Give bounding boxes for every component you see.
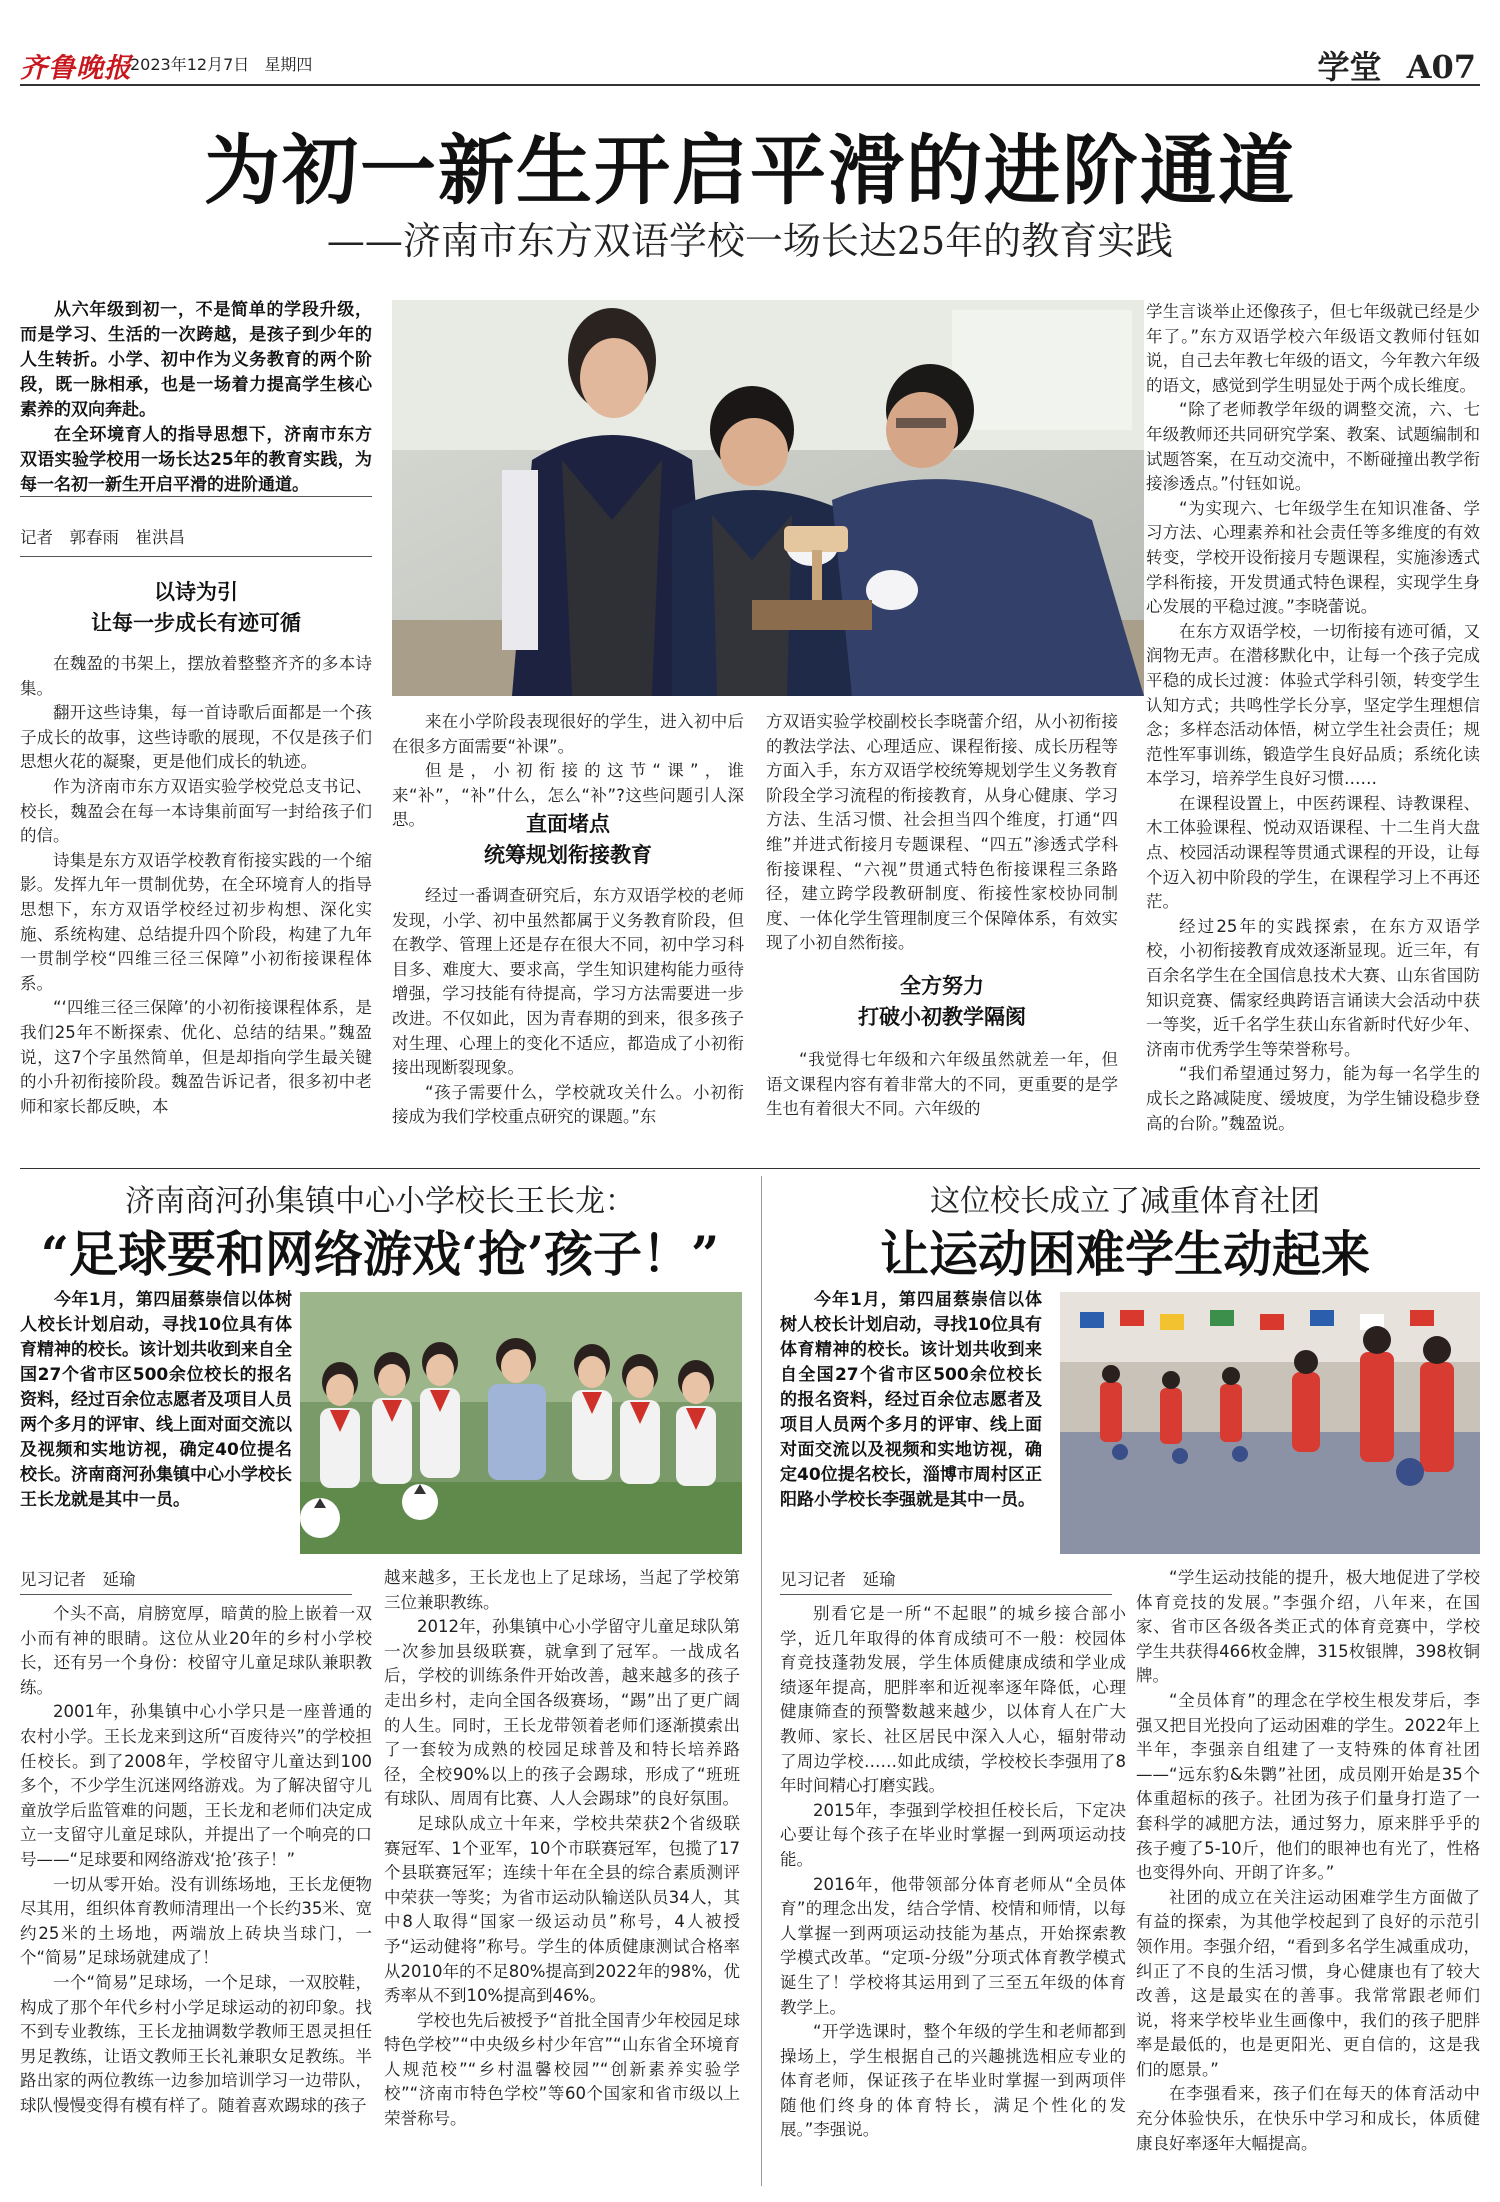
byline-divider — [20, 556, 372, 557]
paragraph: 2001年，孙集镇中心小学只是一座普通的农村小学。王长龙来到这所“百废待兴”的学校担任校长。到了2008年，学校留守儿童达到100多个，不少学生沉迷网络游戏。为了解决留守儿童放学后监管难的问题，王长龙和老师们决定成立一支留守儿童足球队，并提出了一个响亮的口号——“足球要和网络游戏‘抢’孩子！” — [20, 1702, 372, 1869]
paragraph: 足球队成立十年来，学校共荣获2个省级联赛冠军、1个亚军，10个市联赛冠军，包揽了17个县联赛冠军；连续十年在全县的综合素质测评中荣获一等奖；为省市运动队输送队员34人，其中8人取得“国家一级运动员”称号，4人被授予“运动健将”称号。学生的体质健康测试合格率从2010年的不足80%提高到2022年的98%，优秀率从不到10%提高到46%。 — [384, 1813, 740, 2006]
paragraph: “‘四维三径三保障’的小初衔接课程体系，是我们25年不断探索、优化、总结的结果。”魏盈说，这7个字虽然简单，但是却指向学生最关键的小升初衔接阶段。魏盈告诉记者，很多初中老师和家长都反映，本 — [20, 998, 372, 1116]
page-section-label — [1317, 42, 1476, 88]
paragraph: 2015年，李强到学校担任校长后，下定决心要让每个孩子在毕业时掌握一到两项运动技能。 — [780, 1800, 1126, 1869]
right-byline-divider — [780, 1594, 1112, 1595]
paragraph: 经过一番调查研究后，东方双语学校的老师发现，小学、初中虽然都属于义务教育阶段，但在教学、管理上还是存在很大不同，初中学习科目多、难度大、要求高，学生知识建构能力亟待增强，学习技能有待提高，学习方法需要进一步改进。不仅如此，因为青春期的到来，很多孩子对生理、心理上的变化不适应，都造成了小初衔接出现断裂现象。 — [392, 886, 744, 1078]
left-story-column-2 — [384, 1566, 740, 2192]
paragraph: “我们希望通过努力，能为每一名学生的成长之路减陡度、缓坡度，为学生铺设稳步登高的台阶。”魏盈说。 — [1146, 1064, 1480, 1133]
paragraph: “除了老师教学年级的调整交流，六、七年级教师还共同研究学案、教案、试题编制和试题答案，在互动交流中，不断碰撞出教学衔接渗透点。”付钰如说。 — [1146, 400, 1480, 494]
main-subhead: ——济南市东方双语学校一场长达25年的教育实践 — [326, 219, 1174, 263]
section-title-line: 直面堵点 — [526, 811, 610, 836]
right-story-column-1 — [780, 1602, 1126, 2192]
paragraph: 来在小学阶段表现很好的学生，进入初中后在很多方面需要“补课”。 — [392, 712, 744, 756]
left-byline-divider — [20, 1594, 352, 1595]
main-column-3b — [766, 1048, 1118, 1160]
main-story-bottom-rule — [20, 1168, 1480, 1169]
paragraph: 在李强看来，孩子们在每天的体育活动中充分体验快乐，在快乐中学习和成长，体质健康良好率逐年大幅提高。 — [1136, 2084, 1480, 2153]
lede-divider — [20, 496, 372, 497]
paragraph: 学生言谈举止还像孩子，但七年级就已经是少年了。”东方双语学校六年级语文教师付钰如说，自己去年教七年级的语文，今年教六年级的语文，感觉到学生明显处于两个成长维度。 — [1146, 302, 1480, 395]
paragraph: 经过25年的实践探索，在东方双语学校，小初衔接教育成效逐渐显现。近三年，有百余名学生在全国信息技术大赛、山东省国防知识竞赛、儒家经典跨语言诵读大会活动中获一等奖，近千名学生获山东省新时代好少年、济南市优秀学生等荣誉称号。 — [1146, 916, 1480, 1059]
paragraph: “为实现六、七年级学生在知识准备、学习方法、心理素养和社会责任等多维度的有效转变，学校开设衔接月专题课程，实施渗透式学科衔接，开发贯通式特色课程，实现学生身心发展的平稳过渡。”李晓蕾说。 — [1146, 498, 1480, 617]
main-column-1 — [20, 652, 372, 1160]
paragraph: 作为济南市东方双语实验学校党总支书记、校长，魏盈会在每一本诗集前面写一封给孩子们的信。 — [20, 776, 372, 846]
paragraph: 2016年，他带领部分体育老师从“全员体育”的理念出发，结合学情、校情和师情，以每人掌握一到两项运动技能为基点，开始探索教学模式改革。“定项-分级”分项式体育教学模式诞生了！学校将其运用到了三至五年级的体育教学上。 — [780, 1874, 1126, 2017]
section-title-3 — [766, 970, 1118, 1032]
left-story-photo-principal-with-students — [300, 1292, 742, 1554]
lede-paragraph: 在全环境育人的指导思想下，济南市东方双语实验学校用一场长达25年的教育实践，为每一名初一新生开启平滑的进阶通道。 — [20, 425, 372, 495]
paragraph: “开学选课时，整个年级的学生和老师都到操场上，学生根据自己的兴趣挑选相应专业的体育老师，保证孩子在毕业时掌握一到两项伴随他们终身的体育特长，满足个性化的发展。”李强说。 — [780, 2022, 1126, 2140]
photo-illustration — [1060, 1292, 1480, 1554]
paragraph: “孩子需要什么，学校就攻关什么。小初衔接成为我们学校重点研究的课题。”东 — [392, 1082, 744, 1127]
story-column-divider — [761, 1176, 762, 2186]
section-title-line: 打破小初教学隔阂 — [858, 1004, 1026, 1029]
section-title-line: 统筹规划衔接教育 — [484, 842, 652, 867]
left-story-title: “足球要和网络游戏‘抢’孩子！” — [40, 1225, 720, 1283]
section-title-line: 全方努力 — [900, 973, 984, 998]
section-title-1 — [20, 576, 372, 638]
photo-illustration — [300, 1292, 742, 1554]
newspaper-logo: 齐鲁晚报 — [20, 53, 132, 84]
paragraph: 一个“简易”足球场，一个足球，一双胶鞋，构成了那个年代乡村小学足球运动的初印象。找不到专业教练，王长龙抽调数学教师王恩灵担任男足教练，让语文教师王长礼兼职女足教练。半路出家的两位教练一边参加培训学习一边带队，球队慢慢变得有模有样了。随着喜欢踢球的孩子 — [20, 1972, 372, 2115]
paragraph: “学生运动技能的提升，极大地促进了学校体育竞技的发展。”李强介绍，八年来，在国家、省市区各级各类正式的体育竞赛中，学校学生共获得466枚金牌，315枚银牌，398枚铜牌。 — [1136, 1568, 1480, 1686]
left-story-byline: 见习记者 延瑜 — [20, 1570, 136, 1589]
main-column-4 — [1146, 300, 1480, 1160]
paragraph: 越来越多，王长龙也上了足球场，当起了学校第三位兼职教练。 — [384, 1568, 740, 1612]
main-column-2b — [392, 884, 744, 1160]
issue-date — [130, 52, 312, 75]
paragraph: 在魏盈的书架上，摆放着整整齐齐的多本诗集。 — [20, 654, 372, 698]
paragraph: 诗集是东方双语学校教育衔接实践的一个缩影。发挥九年一贯制优势，在全环境育人的指导思想下，东方双语学校经过初步构想、深化实施、系统构建、总结提升四个阶段，构建了九年一贯制学校“四维三径三保障”小初衔接课程体系。 — [20, 850, 372, 993]
date-text: 2023年12月7日 — [130, 55, 250, 74]
main-column-3 — [766, 710, 1118, 953]
left-story-lede — [20, 1288, 292, 1552]
right-story-lede — [780, 1288, 1042, 1552]
paragraph: 一切从零开始。没有训练场地，王长龙便物尽其用，组织体育教师清理出一个长约35米、宽约25米的土场地，两端放上砖块当球门，一个“简易”足球场就建成了！ — [20, 1874, 372, 1968]
photo-illustration — [392, 300, 1144, 696]
lede-paragraph: 今年1月，第四届蔡崇信以体树人校长计划启动，寻找10位具有体育精神的校长。该计划共收到来自全国27个省市区500余位校长的报名资料，经过百余位志愿者及项目人员两个多月的评审、线上面对面交流以及视频和实地访视，确定40位提名校长，淄博市周村区正阳路小学校长李强就是其中一员。 — [780, 1290, 1042, 1510]
main-byline: 记者 郭春雨 崔洪昌 — [20, 528, 185, 547]
paragraph: 学校也先后被授予“首批全国青少年校园足球特色学校”“中央级乡村少年宫”“山东省全环境育人规范校”“乡村温馨校园”“创新素养实验学校”“济南市特色学校”等60个国家和省市级以上荣誉称号。 — [384, 2010, 740, 2129]
section-title-line: 让每一步成长有迹可循 — [91, 610, 301, 635]
paragraph: 个头不高，肩膀宽厚，暗黄的脸上嵌着一双小而有神的眼睛。这位从业20年的乡村小学校长，还有另一个身份：校留守儿童足球队兼职教练。 — [20, 1604, 372, 1697]
paragraph: 在课程设置上，中医药课程、诗教课程、木工体验课程、悦动双语课程、十二生肖大盘点、校园活动课程等贯通式课程的开设，让每个迈入初中阶段的学生，在课程学习上不再还茫。 — [1146, 793, 1480, 912]
section-title-2 — [392, 808, 744, 870]
page-number: A07 — [1406, 48, 1476, 86]
left-story-kicker: 济南商河孙集镇中心小学校长王长龙： — [125, 1184, 635, 1219]
weekday-text: 星期四 — [264, 55, 313, 74]
paragraph: “我觉得七年级和六年级虽然就差一年，但语文课程内容有着非常大的不同，更重要的是学生也有着很大不同。六年级的 — [766, 1050, 1118, 1119]
paragraph: 方双语实验学校副校长李晓蕾介绍，从小初衔接的教法学法、心理适应、课程衔接、成长历程等方面入手，东方双语学校统筹规划学生义务教育阶段全学习流程的衔接教育，从身心健康、学习方法、生活习惯、社会担当四个维度，打通“四维”并进式衔接月专题课程、“四五”渗透式学科衔接课程、“六视”贯通式特色衔接课程三条路径，建立跨学段教研制度、衔接性家校协同制度、一体化学生管理制度三个保障体系，有效实现了小初自然衔接。 — [766, 712, 1118, 953]
paragraph: 在东方双语学校，一切衔接有迹可循，又润物无声。在潜移默化中，让每一个孩子完成平稳的成长过渡：体验式学科引领，转变学生认知方式；共鸣性学长分享，坚定学生理想信念；多样态活动体悟，树立学生社会责任；规范性军事训练，锻造学生良好品质；系统化读本学习，培养学生良好习惯…… — [1146, 621, 1480, 789]
lede-paragraph: 今年1月，第四届蔡崇信以体树人校长计划启动，寻找10位具有体育精神的校长。该计划共收到来自全国27个省市区500余位校长的报名资料，经过百余位志愿者及项目人员两个多月的评审、线上面对面交流以及视频和实地访视，确定40位提名校长。济南商河孙集镇中心小学校长王长龙就是其中一员。 — [20, 1290, 292, 1510]
right-story-title: 让运动困难学生动起来 — [879, 1225, 1370, 1283]
section-title-line: 以诗为引 — [154, 579, 238, 604]
paragraph: 社团的成立在关注运动困难学生方面做了有益的探索，为其他学校起到了良好的示范引领作用。李强介绍，“看到多名学生减重成功，纠正了不良的生活习惯，身心健康也有了较大改善，这是最实在的善事。我常常跟老师们说，将来学校毕业生画像中，我们的孩子肥胖率是最低的，也是更阳光、更自信的，这是我们的愿景。” — [1136, 1887, 1480, 2079]
main-lede — [20, 298, 372, 495]
right-story-photo-gym-class — [1060, 1292, 1480, 1554]
paragraph: 翻开这些诗集，每一首诗歌后面都是一个孩子成长的故事，这些诗歌的展现，不仅是孩子们思想火花的凝聚，更是他们成长的轨迹。 — [20, 703, 372, 772]
right-story-column-2 — [1136, 1566, 1480, 2192]
paragraph: 别看它是一所“不起眼”的城乡接合部小学，近几年取得的体育成绩可不一般：校园体育竞技蓬勃发展，学生体质健康成绩和学业成绩逐年提高，肥胖率和近视率逐年降低，心理健康筛查的预警数越来越少，以体育人在广大教师、家长、社区居民中深入人心，辐射带动了周边学校……如此成绩，学校校长李强用了8年时间精心打磨实践。 — [780, 1604, 1126, 1796]
lede-paragraph: 从六年级到初一，不是简单的学段升级，而是学习、生活的一次跨越，是孩子到少年的人生转折。小学、初中作为义务教育的两个阶段，既一脉相承，也是一场着力提高学生核心素养的双向奔赴。 — [20, 300, 372, 420]
masthead-rule — [20, 84, 1480, 86]
paragraph: 但是，小初衔接的这节“课”，谁来“补”，“补”什么，怎么“补”?这些问题引人深思。 — [392, 761, 744, 830]
right-story-kicker: 这位校长成立了减重体育社团 — [930, 1184, 1320, 1219]
right-story-byline: 见习记者 延瑜 — [780, 1570, 896, 1589]
left-story-column-1 — [20, 1602, 372, 2192]
main-photo-woodworking-class — [392, 300, 1144, 696]
section-name: 学堂 — [1317, 48, 1382, 86]
paragraph: 2012年，孙集镇中心小学留守儿童足球队第一次参加县级联赛，就拿到了冠军。一战成名后，学校的训练条件开始改善，越来越多的孩子走出乡村，走向全国各级赛场，“踢”出了更广阔的人生。同时，王长龙带领着老师们逐渐摸索出了一套较为成熟的校园足球普及和特长培养路径，全校90%以上的孩子会踢球，形成了“班班有球队、周周有比赛、人人会踢球”的良好氛围。 — [384, 1617, 740, 1809]
paragraph: “全员体育”的理念在学校生根发芽后，李强又把目光投向了运动困难的学生。2022年上半年，李强亲自组建了一支特殊的体育社团——“远东豹&朱鹮”社团，成员刚开始是35个体重超标的孩子。社团为孩子们量身打造了一套科学的减肥方法，通过努力，原来胖乎乎的孩子瘦了5-10斤，他们的眼神也有光了，性格也变得外向、开朗了许多。” — [1136, 1690, 1480, 1883]
main-headline: 为初一新生开启平滑的进阶通道 — [204, 126, 1296, 215]
